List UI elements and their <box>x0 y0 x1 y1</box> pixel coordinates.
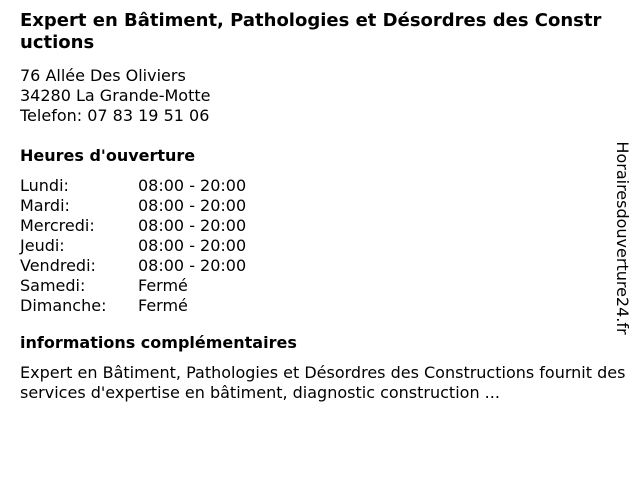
day-label: Samedi: <box>20 276 86 295</box>
site-watermark: Horairesdouverture24.fr <box>613 141 632 335</box>
business-description: Expert en Bâtiment, Pathologies et Désordres des Constructions fournit des services d'expertise en bâtiment, diagnostic construction ... <box>20 363 626 402</box>
time-value: 08:00 - 20:00 <box>138 176 247 195</box>
time-value: 08:00 - 20:00 <box>138 256 247 275</box>
hours-row-jeudi <box>20 236 610 256</box>
day-label: Mardi: <box>20 196 70 215</box>
hours-row-vendredi <box>20 256 610 276</box>
day-label: Dimanche: <box>20 296 107 315</box>
business-name: Expert en Bâtiment, Pathologies et Désordres des Constructions <box>20 10 602 53</box>
time-value: Fermé <box>138 296 188 315</box>
phone-number: Telefon: 07 83 19 51 06 <box>20 106 210 125</box>
hours-row-samedi <box>20 276 610 296</box>
address-street: 76 Allée Des Oliviers <box>20 66 186 85</box>
hours-row-mercredi <box>20 216 610 236</box>
time-value: Fermé <box>138 276 188 295</box>
opening-hours-table <box>20 176 610 316</box>
day-label: Lundi: <box>20 176 69 195</box>
time-value: 08:00 - 20:00 <box>138 236 247 255</box>
day-label: Jeudi: <box>20 236 65 255</box>
hours-row-lundi <box>20 176 610 196</box>
day-label: Vendredi: <box>20 256 96 275</box>
address-city: 34280 La Grande-Motte <box>20 86 211 105</box>
day-label: Mercredi: <box>20 216 95 235</box>
time-value: 08:00 - 20:00 <box>138 216 247 235</box>
hours-row-dimanche <box>20 296 610 316</box>
hours-row-mardi <box>20 196 610 216</box>
info-heading: informations complémentaires <box>20 333 297 352</box>
time-value: 08:00 - 20:00 <box>138 196 247 215</box>
address-block <box>20 66 610 126</box>
hours-heading: Heures d'ouverture <box>20 146 196 165</box>
